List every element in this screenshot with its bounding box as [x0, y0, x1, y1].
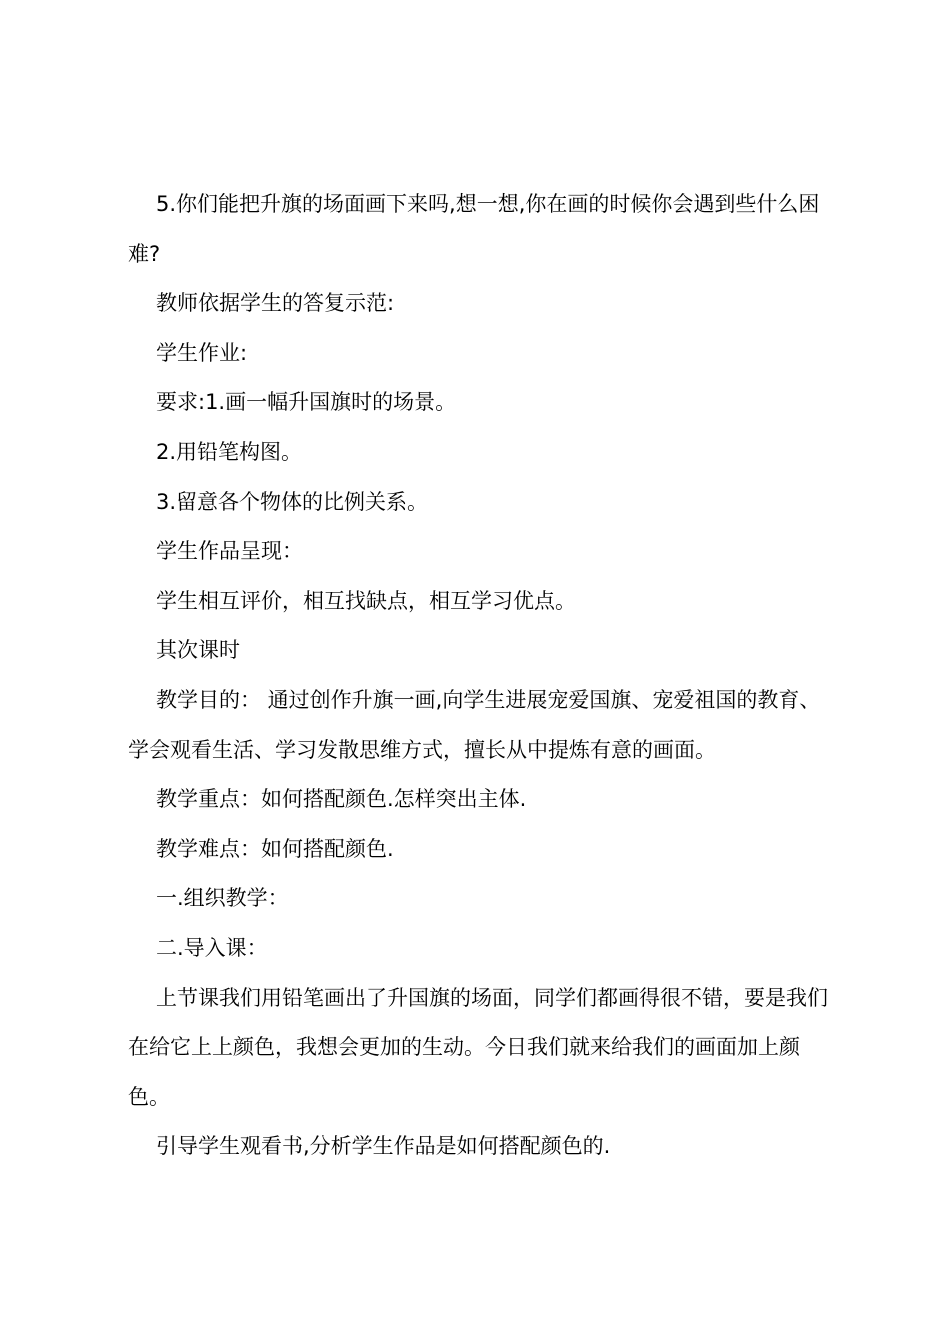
paragraph-requirement-1: 要求:1.画一幅升国旗时的场景。: [156, 390, 457, 415]
paragraph-teacher-demo: 教师依据学生的答复示范:: [156, 291, 395, 316]
paragraph-peer-review: 学生相互评价，相互找缺点，相互学习优点。: [156, 588, 576, 613]
paragraph-teaching-goal: 教学目的： 通过创作升旗一画,向学生进展宠爱国旗、宠爱祖国的教育、学会观看生活、学习发散思维方式，擅长从中提炼有意的画面。: [128, 687, 821, 762]
paragraph-lesson-intro: 二.导入课：: [156, 935, 268, 960]
section-heading-second-lesson: 其次课时: [156, 638, 240, 663]
paragraph-intro-text: 上节课我们用铅笔画出了升国旗的场面，同学们都画得很不错，要是我们在给它上上颜色，我想会更加的生动。今日我们就来给我们的画面加上颜色。: [128, 985, 828, 1109]
paragraph-teaching-focus: 教学重点：如何搭配颜色.怎样突出主体.: [156, 787, 527, 812]
paragraph-guide-students: 引导学生观看书,分析学生作品是如何搭配颜色的.: [156, 1134, 611, 1159]
paragraph-student-work: 学生作业:: [156, 340, 248, 365]
paragraph-organize-teaching: 一.组织教学：: [156, 886, 289, 911]
paragraph-teaching-difficulty: 教学难点：如何搭配颜色.: [156, 836, 394, 861]
paragraph-requirement-3: 3.留意各个物体的比例关系。: [156, 489, 429, 514]
paragraph-requirement-2: 2.用铅笔构图。: [156, 439, 303, 464]
paragraph-drawing-question: 5.你们能把升旗的场面画下来吗,想一想,你在画的时候你会遇到些什么困难?: [128, 192, 820, 266]
paragraph-work-showcase: 学生作品呈现：: [156, 539, 303, 564]
document-page: [128, 180, 834, 1172]
